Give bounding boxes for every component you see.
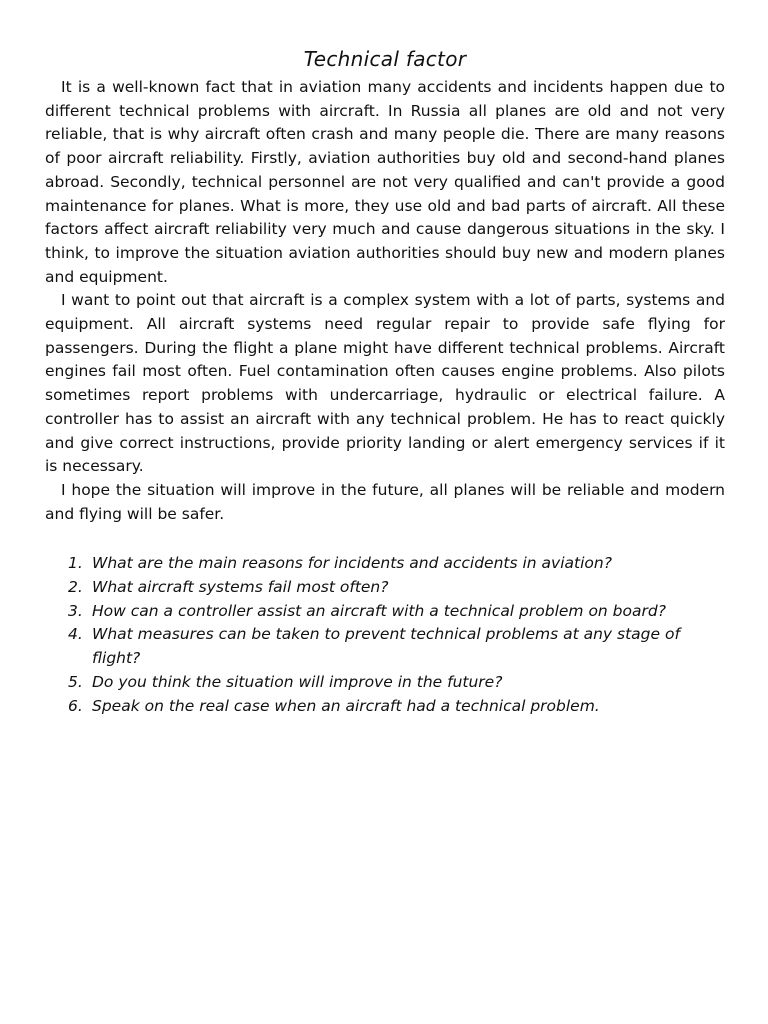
question-text: What are the main reasons for incidents and accidents in aviation? xyxy=(92,554,612,573)
question-text: Speak on the real case when an aircraft had a technical problem. xyxy=(92,696,600,715)
question-number: 1. xyxy=(68,554,83,573)
question-text: Do you think the situation will improve in the future? xyxy=(92,672,503,691)
question-item xyxy=(68,695,725,719)
paragraph-3: I hope the situation will improve in the future, all planes will be reliable and modern and flying will be safer. xyxy=(45,480,725,523)
question-number: 2. xyxy=(68,578,83,597)
question-item xyxy=(68,600,725,624)
question-text: How can a controller assist an aircraft with a technical problem on board? xyxy=(92,601,666,620)
question-number: 6. xyxy=(68,696,83,715)
questions-list xyxy=(45,552,725,718)
question-text: What aircraft systems fail most often? xyxy=(92,578,389,597)
question-number: 5. xyxy=(68,672,83,691)
question-item xyxy=(68,671,725,695)
question-text: What measures can be taken to prevent technical problems at any stage of flight? xyxy=(92,625,680,668)
document-title: Technical factor xyxy=(303,47,467,71)
question-number: 4. xyxy=(68,625,83,644)
paragraph-2: I want to point out that aircraft is a complex system with a lot of parts, systems and equipment. All aircraft systems need regular repair to provide safe flying for passengers. During the flight a plane might have different technical problems. Aircraft engines fail most often. Fuel contamination often causes engine problems. Also pilots sometimes report problems with undercarriage, hydraulic or electrical failure. A controller has to assist an aircraft with any technical problem. He has to react quickly and give correct instructions, provide priority landing or alert emergency services if it is necessary. xyxy=(45,291,725,476)
question-item xyxy=(68,623,725,670)
paragraph-1: It is a well-known fact that in aviation many accidents and incidents happen due to different technical problems with aircraft. In Russia all planes are old and not very reliable, that is why aircraft often crash and many people die. There are many reasons of poor aircraft reliability. Firstly, aviation authorities buy old and second-hand planes abroad. Secondly, technical personnel are not very qualified and can't provide a good maintenance for planes. What is more, they use old and bad parts of aircraft. All these factors affect aircraft reliability very much and cause dangerous situations in the sky. I think, to improve the situation aviation authorities should buy new and modern planes and equipment. xyxy=(45,78,725,286)
question-item xyxy=(68,576,725,600)
document-page xyxy=(45,44,725,718)
question-number: 3. xyxy=(68,601,83,620)
question-item xyxy=(68,552,725,576)
